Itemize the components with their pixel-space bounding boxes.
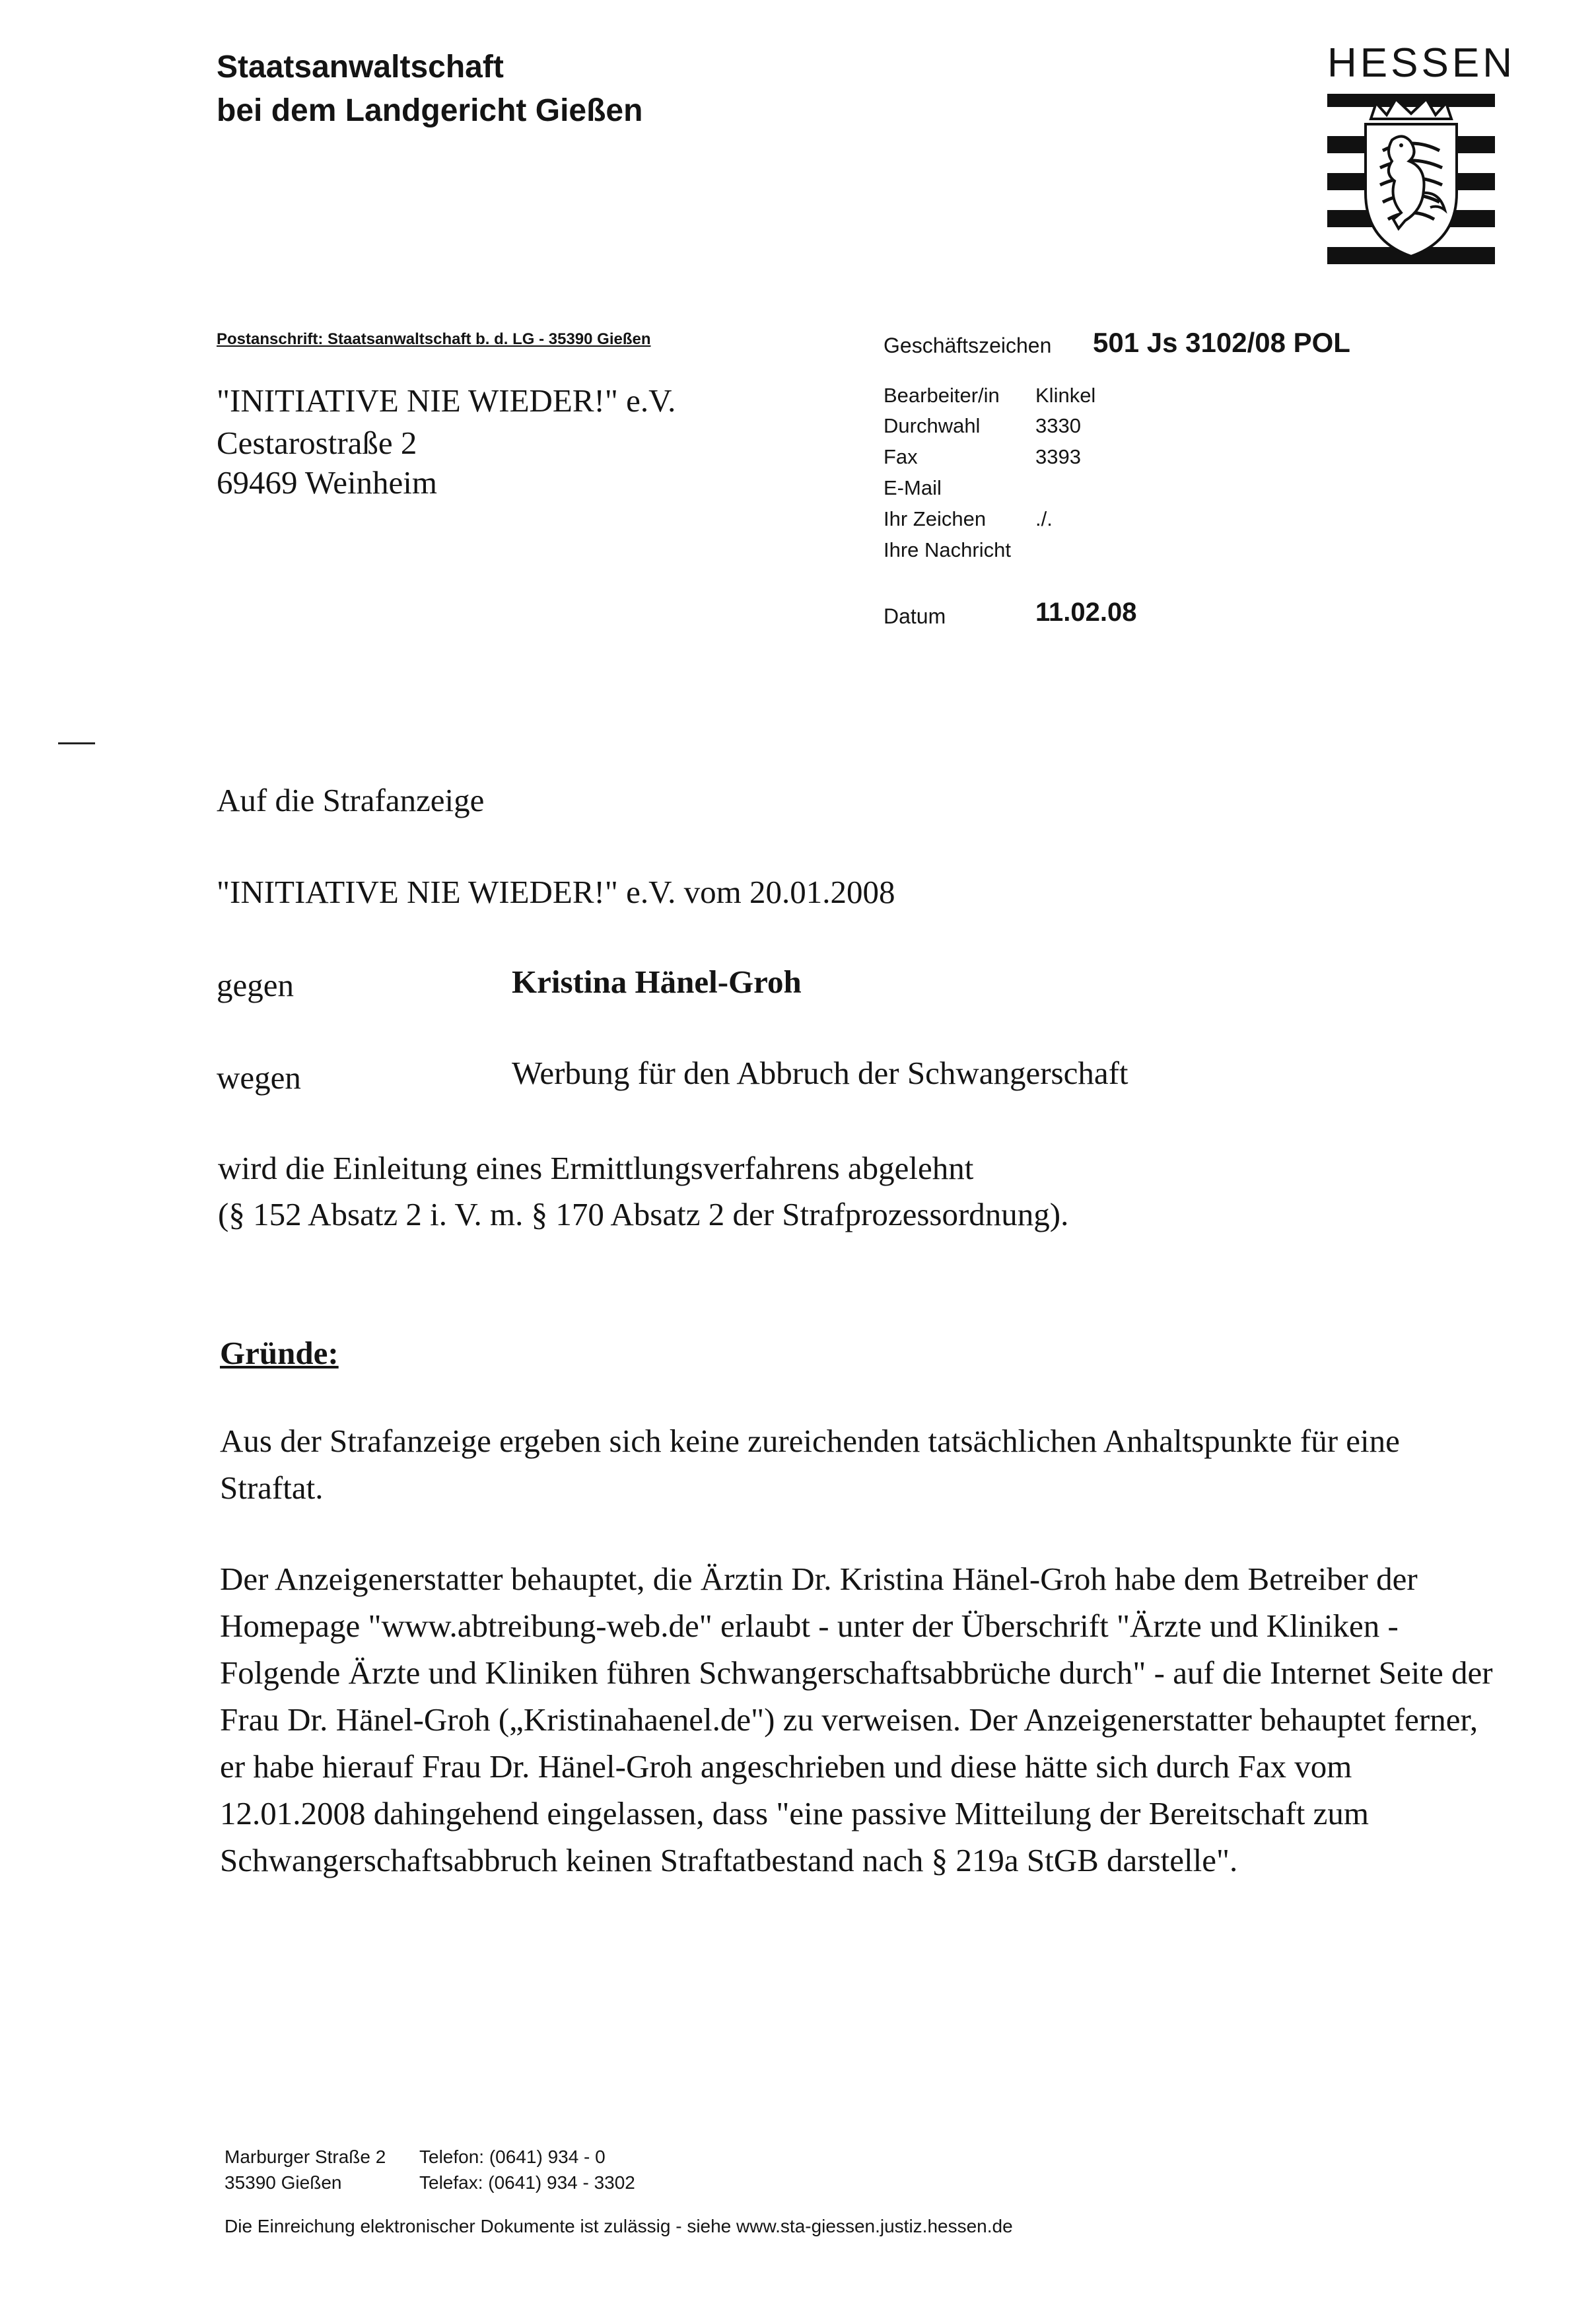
contact-value-fax: 3393	[1035, 445, 1081, 468]
contact-label-email: E-Mail	[884, 476, 942, 499]
because-label: wegen	[217, 1059, 301, 1096]
file-reference-label: Geschäftszeichen	[884, 334, 1052, 357]
hessen-crest-icon	[1327, 94, 1495, 266]
footer-fax: Telefax: (0641) 934 - 3302	[419, 2172, 635, 2193]
complainant-line: "INITIATIVE NIE WIEDER!" e.V. vom 20.01.2008	[217, 874, 895, 910]
contact-label-your-message: Ihre Nachricht	[884, 538, 1011, 561]
accused-name: Kristina Hänel-Groh	[512, 964, 802, 1000]
decision-line2: (§ 152 Absatz 2 i. V. m. § 170 Absatz 2 der Strafprozessordnung).	[218, 1196, 1069, 1232]
footer-electronic-notice: Die Einreichung elektronischer Dokumente ist zulässig - siehe www.sta-giessen.justiz.hessen.de	[225, 2216, 1013, 2236]
reasons-paragraph-2: Der Anzeigenerstatter behauptet, die Ärztin Dr. Kristina Hänel-Groh habe dem Betreiber der Homepage "www.abtreibung-web.de" erlaubt - unter der Überschrift "Ärzte und Kliniken - Folgende Ärzte und Kliniken führen Schwangerschaftsabbrüche durch" - auf die Internet Seite der Frau Dr. Hänel-Groh („Kristinahaenel.de") zu verweisen. Der Anzeigenerstatter behauptet ferner, er habe hierauf Frau Dr. Hänel-Groh angeschrieben und diese hätte sich durch Fax vom 12.01.2008 dahingehend eingelassen, dass "eine passive Mitteilung der Bereitschaft zum Schwangerschaftsabbruch keinen Straftatbestand nach § 219a StGB darstelle".	[220, 1561, 1493, 1878]
authority-name-line1: Staatsanwaltschaft	[217, 50, 504, 85]
contact-label-your-ref: Ihr Zeichen	[884, 507, 987, 530]
file-reference-value: 501 Js 3102/08 POL	[1093, 327, 1350, 358]
intro-line: Auf die Strafanzeige	[217, 782, 485, 818]
postal-address-line: Postanschrift: Staatsanwaltschaft b. d. LG - 35390 Gießen	[217, 330, 651, 348]
footer-city: 35390 Gießen	[225, 2172, 342, 2193]
state-wordmark: HESSEN	[1327, 40, 1515, 86]
contact-label-processor: Bearbeiter/in	[884, 384, 1000, 407]
contact-value-processor: Klinkel	[1035, 384, 1096, 407]
reasons-heading: Gründe:	[220, 1335, 339, 1371]
date-value: 11.02.08	[1035, 598, 1137, 627]
date-label: Datum	[884, 604, 946, 628]
contact-label-extension: Durchwahl	[884, 414, 981, 437]
recipient-line2: Cestarostraße 2	[217, 425, 417, 461]
authority-name-line2: bei dem Landgericht Gießen	[217, 93, 643, 128]
offense-description: Werbung für den Abbruch der Schwangerschaft	[512, 1055, 1128, 1091]
contact-value-your-ref: ./.	[1035, 507, 1053, 530]
recipient-line3: 69469 Weinheim	[217, 464, 438, 501]
against-label: gegen	[217, 967, 294, 1003]
contact-value-extension: 3330	[1035, 414, 1081, 437]
reasons-paragraph-1: Aus der Strafanzeige ergeben sich keine zureichenden tatsächlichen Anhaltspunkte für eine Straftat.	[220, 1423, 1400, 1506]
recipient-line1: "INITIATIVE NIE WIEDER!" e.V.	[217, 382, 676, 419]
footer-street: Marburger Straße 2	[225, 2147, 386, 2167]
fold-mark	[58, 742, 95, 744]
footer-phone: Telefon: (0641) 934 - 0	[419, 2147, 606, 2167]
contact-label-fax: Fax	[884, 445, 918, 468]
decision-line1: wird die Einleitung eines Ermittlungsverfahrens abgelehnt	[218, 1150, 974, 1186]
